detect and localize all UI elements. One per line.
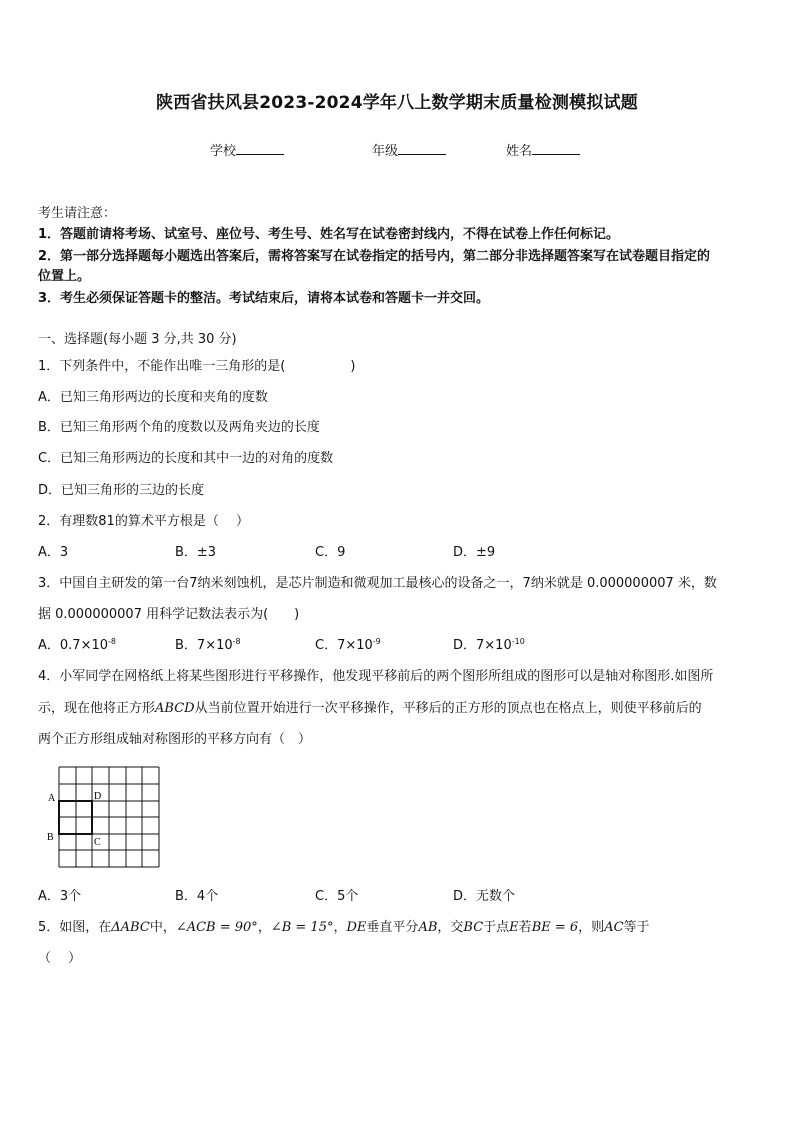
grade-label: 年级 (372, 144, 399, 159)
q1-option-d[interactable]: D．已知三角形的三边的长度 (38, 483, 205, 498)
q2-option-c[interactable]: C．9 (315, 545, 346, 560)
notice-item: 位置上。 (38, 269, 91, 284)
q5-text: 5．如图，在 (38, 920, 112, 935)
q3-option-a-exp: -8 (108, 637, 116, 646)
q2-option-b[interactable]: B．±3 (175, 545, 217, 560)
q1-option-b[interactable]: B．已知三角形两个角的度数以及两角夹边的长度 (38, 420, 320, 435)
school-blank[interactable] (236, 142, 284, 155)
q5-math: ∠ACB = 90° (175, 920, 258, 935)
q3-option-a-label: A．0.7×10 (38, 638, 109, 653)
q4-stem-cont (38, 697, 702, 716)
notice-item: 3．考生必须保证答题卡的整洁。考试结束后，请将本试卷和答题卡一并交回。 (38, 291, 490, 306)
q1-stem: 1．下列条件中，不能作出唯一三角形的是( ) (38, 359, 356, 374)
notice-item: 1．答题前请将考场、试室号、座位号、考生号、姓名写在试卷密封线内，不得在试卷上作任何标记。 (38, 227, 620, 242)
q5-text: ， (333, 920, 347, 935)
q5-text: 于点 (483, 920, 510, 935)
name-label: 姓名 (506, 144, 533, 159)
square-abcd: ABCD (155, 701, 195, 716)
q1-option-a[interactable]: A．已知三角形两边的长度和夹角的度数 (38, 390, 268, 405)
name-field[interactable] (506, 140, 580, 159)
q3-option-d[interactable] (453, 634, 525, 653)
q5-math: ∠B = 15° (270, 920, 334, 935)
q2-option-a[interactable]: A．3 (38, 545, 69, 560)
q4-option-b[interactable]: B．4个 (175, 889, 219, 904)
q5-answer-paren: （ ） (38, 951, 82, 966)
q5-math: ΔABC (111, 920, 150, 935)
q5-math: AB (418, 920, 438, 935)
q5-text: ，则 (578, 920, 605, 935)
q3-option-d-exp: -10 (511, 637, 525, 646)
q4-stem-end: 两个正方形组成轴对称图形的平移方向有（ ） (38, 732, 312, 747)
q4-option-c[interactable]: C．5个 (315, 889, 359, 904)
q5-text: ，交 (437, 920, 464, 935)
q3-option-d-label: D．7×10 (453, 638, 512, 653)
q5-stem (38, 916, 650, 935)
name-blank[interactable] (532, 142, 580, 155)
q1-option-c[interactable]: C．已知三角形两边的长度和其中一边的对角的度数 (38, 451, 334, 466)
q3-stem: 3．中国自主研发的第一台7纳米刻蚀机，是芯片制造和微观加工最核心的设备之一，7纳米就是 0.000000007 米，数 (38, 576, 717, 591)
q4-grid-figure (38, 760, 168, 872)
grid-label-b: B (47, 832, 54, 843)
q3-option-c[interactable] (315, 634, 381, 653)
q5-text: 等于 (623, 920, 650, 935)
grade-blank[interactable] (398, 142, 446, 155)
grid-label-c: C (94, 837, 101, 848)
q3-option-c-label: C．7×10 (315, 638, 373, 653)
q5-text: ， (257, 920, 271, 935)
q5-math: AC (604, 920, 624, 935)
school-label: 学校 (210, 144, 237, 159)
q3-option-b-label: B．7×10 (175, 638, 233, 653)
section-heading: 一、选择题(每小题 3 分,共 30 分) (38, 332, 237, 347)
q4-text: 从当前位置开始进行一次平移操作，平移后的正方形的顶点也在格点上，则使平移前后的 (194, 701, 702, 716)
notice-item: 2．第一部分选择题每小题选出答案后，需将答案写在试卷指定的括号内，第二部分非选择题答案写在试卷题目指定的 (38, 249, 711, 264)
grid-label-d: D (94, 791, 102, 802)
q4-option-d[interactable]: D．无数个 (453, 889, 516, 904)
q4-stem: 4．小军同学在网格纸上将某些图形进行平移操作，他发现平移前后的两个图形所组成的图形可以是轴对称图形.如图所 (38, 669, 714, 684)
school-field[interactable] (210, 140, 284, 159)
q5-math: BE = 6 (531, 920, 579, 935)
notice-heading: 考生请注意： (38, 206, 117, 221)
q5-text: 垂直平分 (366, 920, 419, 935)
q2-stem: 2．有理数81的算术平方根是（ ） (38, 514, 249, 529)
q5-math: DE (346, 920, 367, 935)
q3-option-b-exp: -8 (232, 637, 241, 646)
q5-math: E (509, 920, 519, 935)
q4-text: 示，现在他将正方形 (38, 701, 156, 716)
q3-option-b[interactable] (175, 634, 241, 653)
q3-option-c-exp: -9 (372, 637, 381, 646)
grid-label-a: A (48, 793, 56, 804)
q2-option-d[interactable]: D．±9 (453, 545, 496, 560)
q3-option-a[interactable] (38, 634, 116, 653)
grade-field[interactable] (372, 140, 446, 159)
page-title: 陕西省扶风县2023-2024学年八上数学期末质量检测模拟试题 (156, 93, 638, 113)
q4-option-a[interactable]: A．3个 (38, 889, 82, 904)
q5-math: BC (463, 920, 484, 935)
q5-text: 若 (518, 920, 532, 935)
q5-text: 中， (149, 920, 176, 935)
grid-lines (59, 767, 159, 867)
q3-stem-cont: 据 0.000000007 用科学记数法表示为( ) (38, 607, 300, 622)
